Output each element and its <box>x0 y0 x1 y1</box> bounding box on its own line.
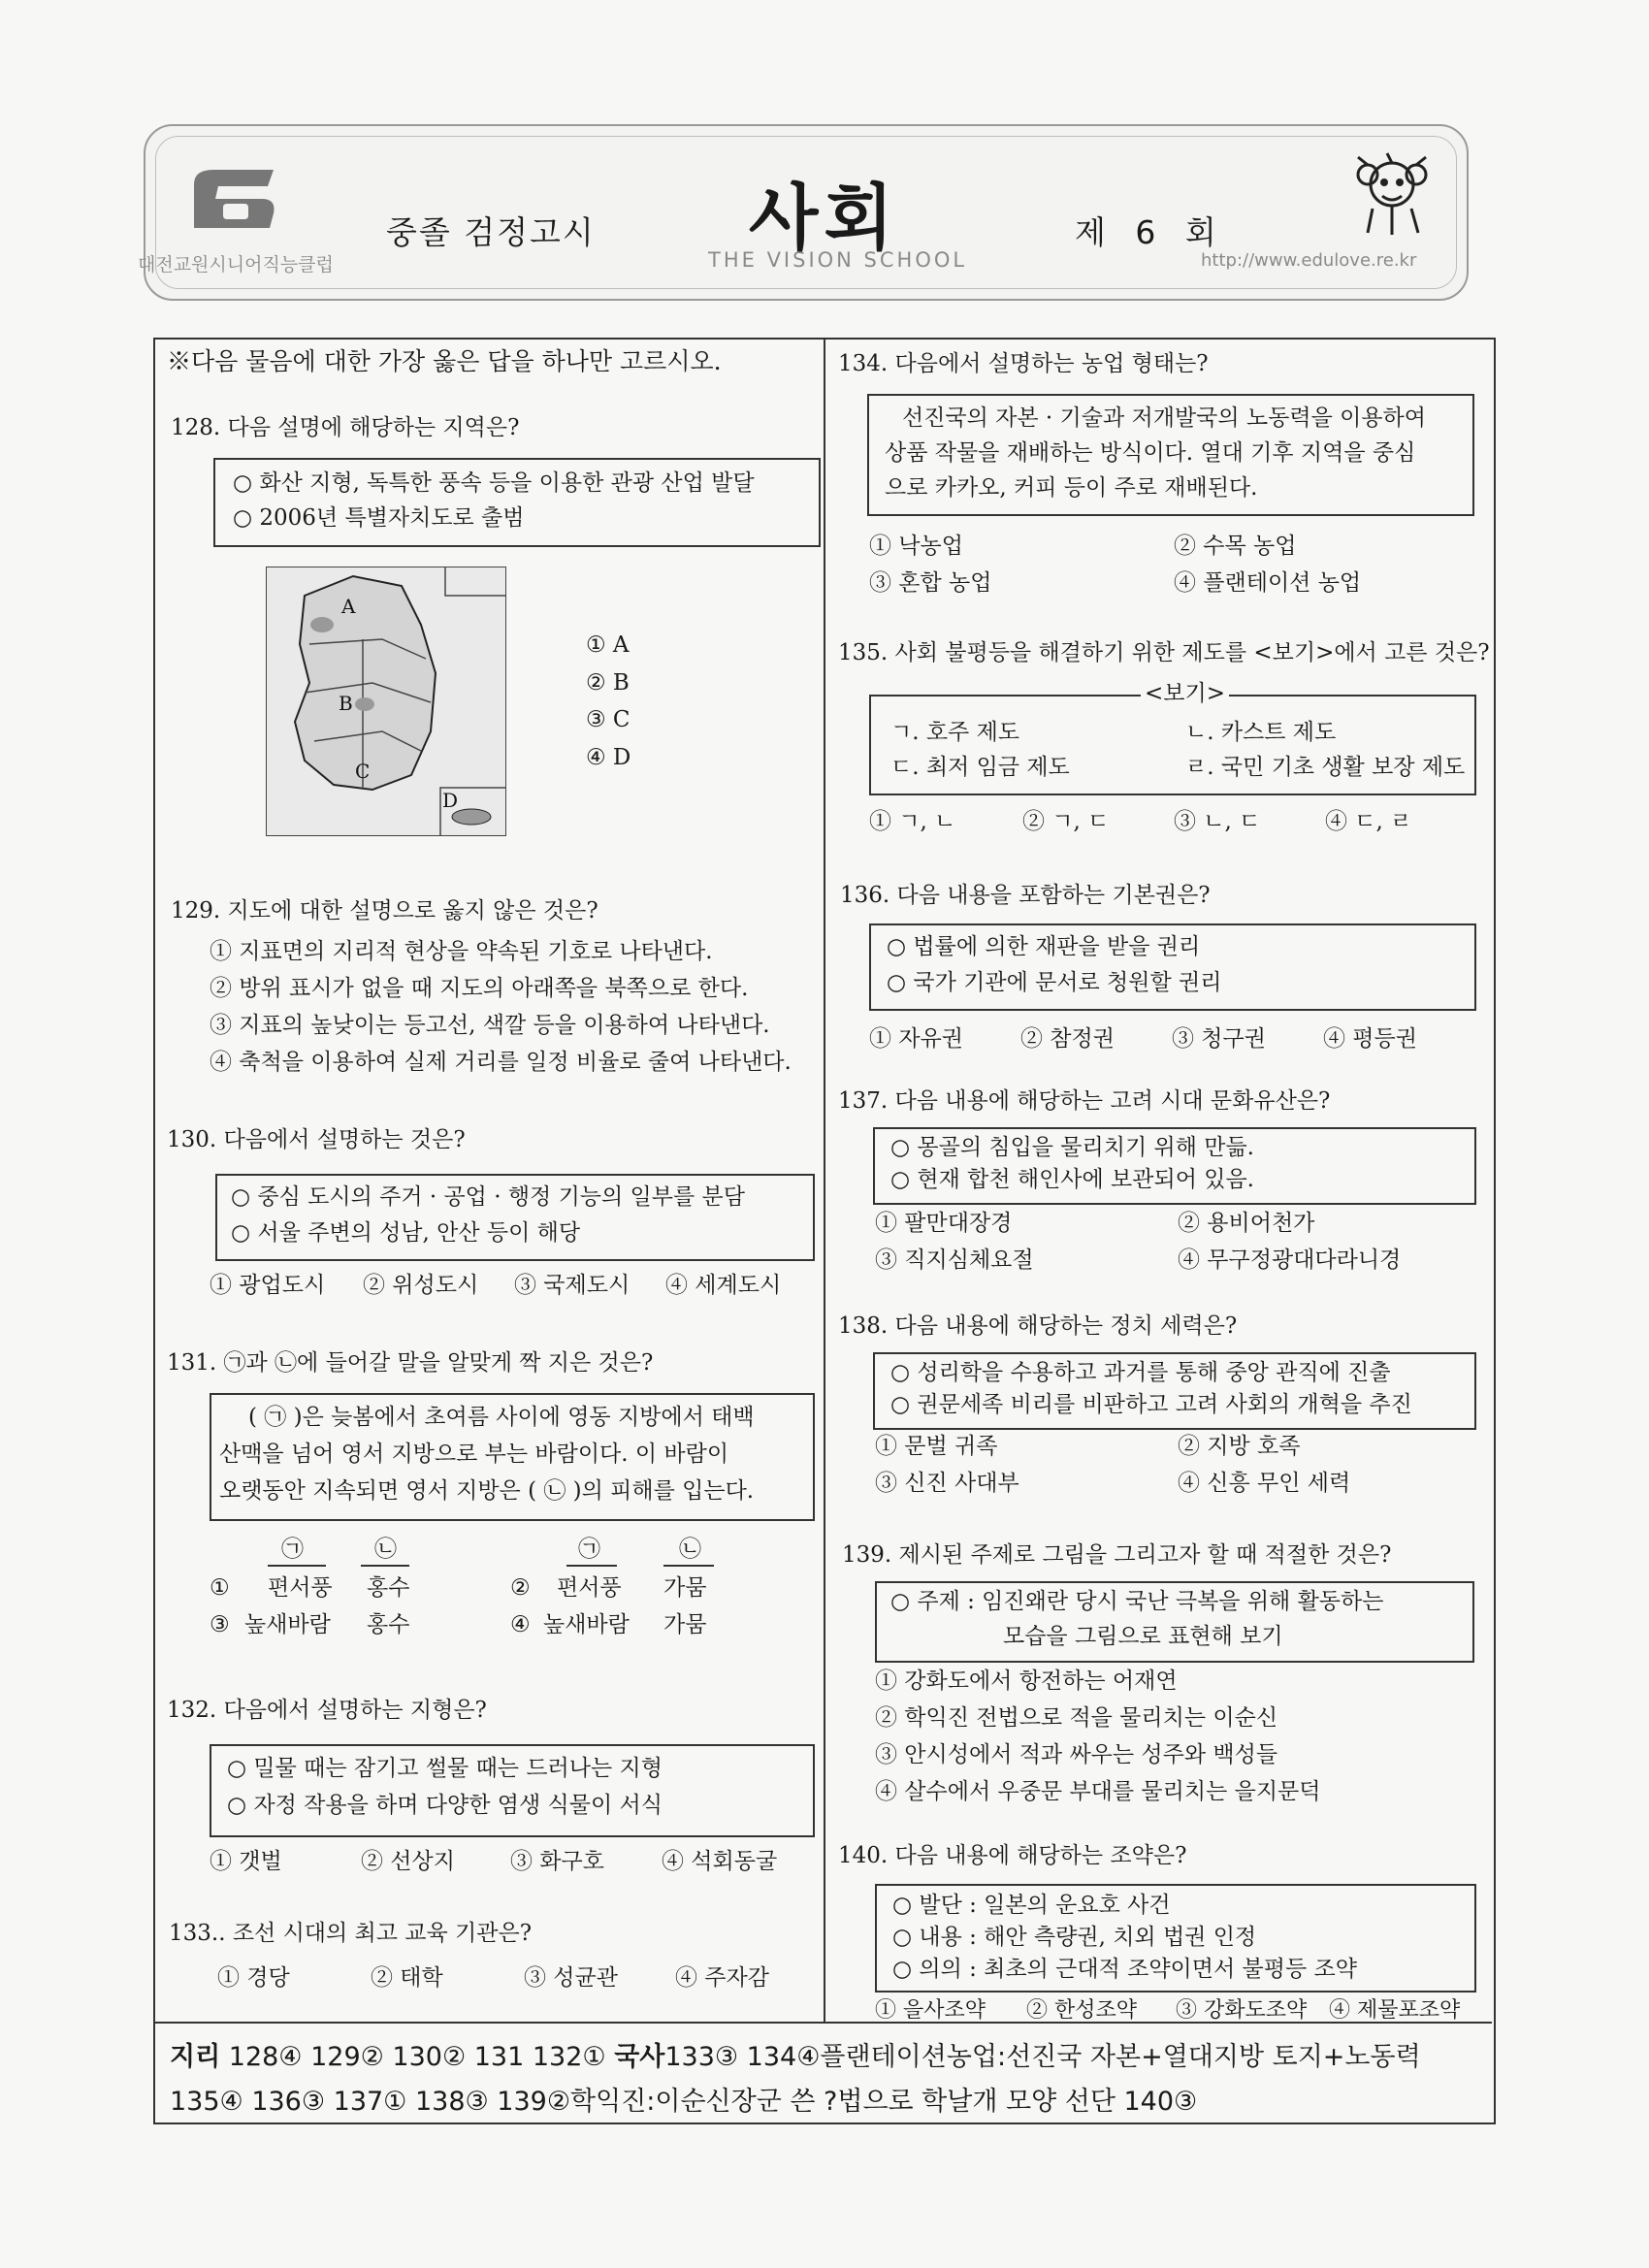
geo-answers: 128④ 129② 130② 131 132① <box>228 2042 606 2072</box>
q137-box-line: ○ 몽골의 침입을 물리치기 위해 만듦. <box>890 1135 1254 1160</box>
question-text: 다음 내용을 포함하는 기본권은? <box>896 883 1211 908</box>
korea-map-icon <box>266 567 506 836</box>
option: ② 참정권 <box>1020 1026 1115 1052</box>
q135 <box>838 642 1490 664</box>
geo-label: 지리 <box>170 2042 221 2072</box>
map-label-c: C <box>355 760 371 783</box>
option-a: 높새바람 <box>244 1612 331 1637</box>
option: ② 선상지 <box>361 1849 455 1874</box>
q136-box-line: ○ 국가 기관에 문서로 청원할 권리 <box>887 970 1222 995</box>
q139 <box>842 1544 1391 1567</box>
option: ① 문벌 귀족 <box>875 1434 998 1459</box>
col-head-b: ㉡ <box>679 1537 701 1562</box>
question-number: 135. <box>838 640 889 665</box>
question-text: 다음 내용에 해당하는 고려 시대 문화유산은? <box>894 1088 1331 1114</box>
option: ② B <box>586 670 630 696</box>
option: ② 위성도시 <box>363 1273 479 1298</box>
q140 <box>838 1845 1186 1867</box>
q136 <box>840 885 1211 907</box>
q129 <box>171 900 598 923</box>
col-head-a: ㉠ <box>578 1537 600 1562</box>
q131-box-line: ( ㉠ )은 늦봄에서 초여름 사이에 영동 지방에서 태백 <box>248 1405 755 1430</box>
option: ② 방위 표시가 없을 때 지도의 아래쪽을 북쪽으로 한다. <box>210 976 749 1001</box>
option: ① A <box>586 632 630 658</box>
question-number: 137. <box>838 1088 889 1114</box>
option-b: 가뭄 <box>663 1612 707 1637</box>
question-number: 134. <box>838 351 889 376</box>
option-num: ① <box>210 1575 230 1601</box>
option: ④ 세계도시 <box>665 1273 782 1298</box>
underline <box>663 1565 714 1567</box>
question-text: 다음 내용에 해당하는 정치 세력은? <box>894 1313 1238 1339</box>
q132-box-line: ○ 자정 작용을 하며 다양한 염생 식물이 서식 <box>227 1793 663 1818</box>
map-label-d: D <box>442 789 459 812</box>
q137 <box>838 1090 1330 1113</box>
instruction: ※다음 물음에 대한 가장 옳은 답을 하나만 고르시오. <box>167 347 722 375</box>
site-url: http://www.edulove.re.kr <box>1201 250 1417 271</box>
option-num: ② <box>510 1575 531 1601</box>
school-logo-icon <box>184 165 281 233</box>
option: ① 팔만대장경 <box>875 1211 1013 1236</box>
history-label: 국사 <box>614 2042 665 2072</box>
q139-box-line: 모습을 그림으로 표현해 보기 <box>1003 1624 1283 1649</box>
option-a: 편서풍 <box>557 1575 622 1601</box>
q134-box-line: 선진국의 자본 · 기술과 저개발국의 노동력을 이용하여 <box>902 405 1426 431</box>
option: ④ 주자감 <box>675 1965 769 1991</box>
option: ③ 신진 사대부 <box>875 1471 1019 1496</box>
option: ③ ㄴ, ㄷ <box>1174 809 1261 834</box>
option: ③ 화구호 <box>510 1849 604 1874</box>
subject-title: 사회 <box>749 177 899 260</box>
option: ③ 성균관 <box>524 1965 618 1991</box>
question-number: 129. <box>171 898 221 923</box>
option-num: ③ <box>210 1612 230 1637</box>
option-b: 홍수 <box>367 1612 410 1637</box>
q138-box-line: ○ 권문세족 비리를 비판하고 고려 사회의 개혁을 추진 <box>890 1392 1412 1417</box>
option: ① 경당 <box>217 1965 290 1991</box>
box-title: <보기> <box>1141 683 1229 705</box>
option: ① 광업도시 <box>210 1273 326 1298</box>
option: ④ 평등권 <box>1323 1026 1417 1052</box>
col-head-b: ㉡ <box>374 1537 397 1562</box>
option: ① 갯벌 <box>210 1849 282 1874</box>
q128-box-line: ○ 화산 지형, 독특한 풍속 등을 이용한 관광 산업 발달 <box>233 470 755 496</box>
school-name: 대전교원시니어직능클럽 <box>138 254 334 275</box>
option-num: ④ <box>510 1612 531 1637</box>
option: ③ 청구권 <box>1172 1026 1266 1052</box>
q135-box <box>869 695 1476 795</box>
question-number: 128. <box>171 415 221 440</box>
option: ④ 플랜테이션 농업 <box>1174 570 1362 596</box>
option: ② 한성조약 <box>1026 1998 1138 2023</box>
question-text: 다음에서 설명하는 지형은? <box>223 1698 487 1723</box>
option: ② 학익진 전법으로 적을 물리치는 이순신 <box>875 1705 1278 1731</box>
option: ③ 지표의 높낮이는 등고선, 색깔 등을 이용하여 나타낸다. <box>210 1013 770 1038</box>
q134-box-line: 으로 카카오, 커피 등이 주로 재배된다. <box>885 475 1258 501</box>
option: ④ 신흥 무인 세력 <box>1178 1471 1351 1496</box>
q128-box-line: ○ 2006년 특별자치도로 출범 <box>233 505 525 531</box>
q135-box-item: ㄷ. 최저 임금 제도 <box>890 755 1070 780</box>
q131-box-line: 오랫동안 지속되면 영서 지방은 ( ㉡ )의 피해를 입는다. <box>219 1478 755 1504</box>
option-a: 높새바람 <box>543 1612 630 1637</box>
option: ③ 직지심체요절 <box>875 1247 1034 1273</box>
option: ① 낙농업 <box>869 534 963 559</box>
option-a: 편서풍 <box>268 1575 333 1601</box>
q138-box-line: ○ 성리학을 수용하고 과거를 통해 중앙 관직에 진출 <box>890 1360 1391 1385</box>
q136-box-line: ○ 법률에 의한 재판을 받을 권리 <box>887 934 1201 959</box>
option-b: 홍수 <box>367 1575 410 1601</box>
question-number: 140. <box>838 1843 889 1868</box>
underline <box>268 1565 326 1567</box>
map-label-b: B <box>339 692 353 715</box>
option: ① ㄱ, ㄴ <box>869 809 956 834</box>
option: ③ C <box>586 707 630 732</box>
option: ③ 안시성에서 적과 싸우는 성주와 백성들 <box>875 1742 1278 1767</box>
option: ③ 혼합 농업 <box>869 570 992 596</box>
question-text: 지도에 대한 설명으로 옳지 않은 것은? <box>227 898 598 923</box>
question-text: 제시된 주제로 그림을 그리고자 할 때 적절한 것은? <box>898 1542 1392 1568</box>
history-answers: 133③ 134④플랜테이션농업:선진국 자본+열대지방 토지+노동력 <box>664 2042 1421 2072</box>
option: ② 태학 <box>371 1965 443 1991</box>
question-number: 136. <box>840 883 890 908</box>
q135-box-item: ㄱ. 호주 제도 <box>890 720 1020 745</box>
q131-box-line: 산맥을 넘어 영서 지방으로 부는 바람이다. 이 바람이 <box>219 1442 729 1467</box>
option: ① 강화도에서 항전하는 어재연 <box>875 1669 1178 1694</box>
option: ② 용비어천가 <box>1178 1211 1315 1236</box>
q130 <box>167 1129 466 1151</box>
question-text: 사회 불평등을 해결하기 위한 제도를 <보기>에서 고른 것은? <box>894 640 1490 665</box>
question-number: 133.. <box>169 1921 226 1946</box>
q134-box-line: 상품 작물을 재배하는 방식이다. 열대 기후 지역을 중심 <box>885 440 1416 466</box>
option: ④ 석회동굴 <box>662 1849 778 1874</box>
map-label-a: A <box>341 595 356 618</box>
option: ② ㄱ, ㄷ <box>1022 809 1110 834</box>
q135-box-item: ㄹ. 국민 기초 생활 보장 제도 <box>1185 755 1466 780</box>
q140-box-line: ○ 내용 : 해안 측량권, 치외 법권 인정 <box>892 1925 1257 1950</box>
answer-line-2: 135④ 136③ 137① 138③ 139②학익진:이순신장군 쓴 ?법으로 학날개 모양 선단 140③ <box>170 2087 1198 2117</box>
q140-box-line: ○ 의의 : 최초의 근대적 조약이면서 불평등 조약 <box>892 1957 1357 1982</box>
q138 <box>838 1315 1237 1338</box>
question-number: 131. <box>167 1350 217 1376</box>
question-text: 다음 설명에 해당하는 지역은? <box>227 415 520 440</box>
option: ④ 무구정광대다라니경 <box>1178 1247 1402 1273</box>
q140-box-line: ○ 발단 : 일본의 운요호 사건 <box>892 1893 1171 1918</box>
column-divider <box>824 338 825 2022</box>
option: ④ 축척을 이용하여 실제 거리를 일정 비율로 줄여 나타낸다. <box>210 1050 792 1075</box>
q133 <box>169 1923 532 1945</box>
option: ④ ㄷ, ㄹ <box>1325 809 1412 834</box>
underline <box>361 1565 409 1567</box>
option: ④ D <box>586 745 631 770</box>
question-text: 조선 시대의 최고 교육 기관은? <box>232 1921 533 1946</box>
option: ② 지방 호족 <box>1178 1434 1301 1459</box>
option: ① 지표면의 지리적 현상을 약속된 기호로 나타낸다. <box>210 939 713 964</box>
exam-name: 중졸 검정고시 <box>386 213 596 251</box>
question-number: 132. <box>167 1698 217 1723</box>
q135-box-item: ㄴ. 카스트 제도 <box>1185 720 1337 745</box>
option: ③ 국제도시 <box>514 1273 630 1298</box>
q134 <box>838 353 1209 375</box>
question-text: 다음 내용에 해당하는 조약은? <box>894 1843 1187 1868</box>
q131 <box>167 1352 653 1375</box>
option-b: 가뭄 <box>663 1575 707 1601</box>
vision-school: THE VISION SCHOOL <box>708 248 968 272</box>
underline <box>566 1565 617 1567</box>
option: ① 을사조약 <box>875 1998 986 2023</box>
exam-round: 제 6 회 <box>1075 213 1216 251</box>
option: ④ 살수에서 우중문 부대를 물리치는 을지문덕 <box>875 1779 1321 1804</box>
q132 <box>167 1700 487 1722</box>
q139-box-line: ○ 주제 : 임진왜란 당시 국난 극복을 위해 활동하는 <box>890 1589 1384 1614</box>
option: ① 자유권 <box>869 1026 963 1052</box>
q130-box-line: ○ 서울 주변의 성남, 안산 등이 해당 <box>231 1220 581 1246</box>
question-number: 138. <box>838 1313 889 1339</box>
question-number: 130. <box>167 1127 217 1152</box>
col-head-a: ㉠ <box>281 1537 304 1562</box>
q130-box-line: ○ 중심 도시의 주거 · 공업 · 행정 기능의 일부를 분담 <box>231 1184 745 1210</box>
q128 <box>171 417 519 439</box>
q132-box-line: ○ 밀물 때는 잠기고 썰물 때는 드러나는 지형 <box>227 1756 663 1781</box>
option: ③ 강화도조약 <box>1176 1998 1308 2023</box>
option: ④ 제물포조약 <box>1329 1998 1461 2023</box>
question-text: ㉠과 ㉡에 들어갈 말을 알맞게 짝 지은 것은? <box>223 1350 654 1376</box>
question-text: 다음에서 설명하는 농업 형태는? <box>894 351 1209 376</box>
option: ② 수목 농업 <box>1174 534 1297 559</box>
mascot-icon <box>1339 146 1445 243</box>
answer-line-1 <box>170 2035 1421 2073</box>
q137-box-line: ○ 현재 합천 해인사에 보관되어 있음. <box>890 1167 1254 1192</box>
question-number: 139. <box>842 1542 892 1568</box>
question-text: 다음에서 설명하는 것은? <box>223 1127 466 1152</box>
